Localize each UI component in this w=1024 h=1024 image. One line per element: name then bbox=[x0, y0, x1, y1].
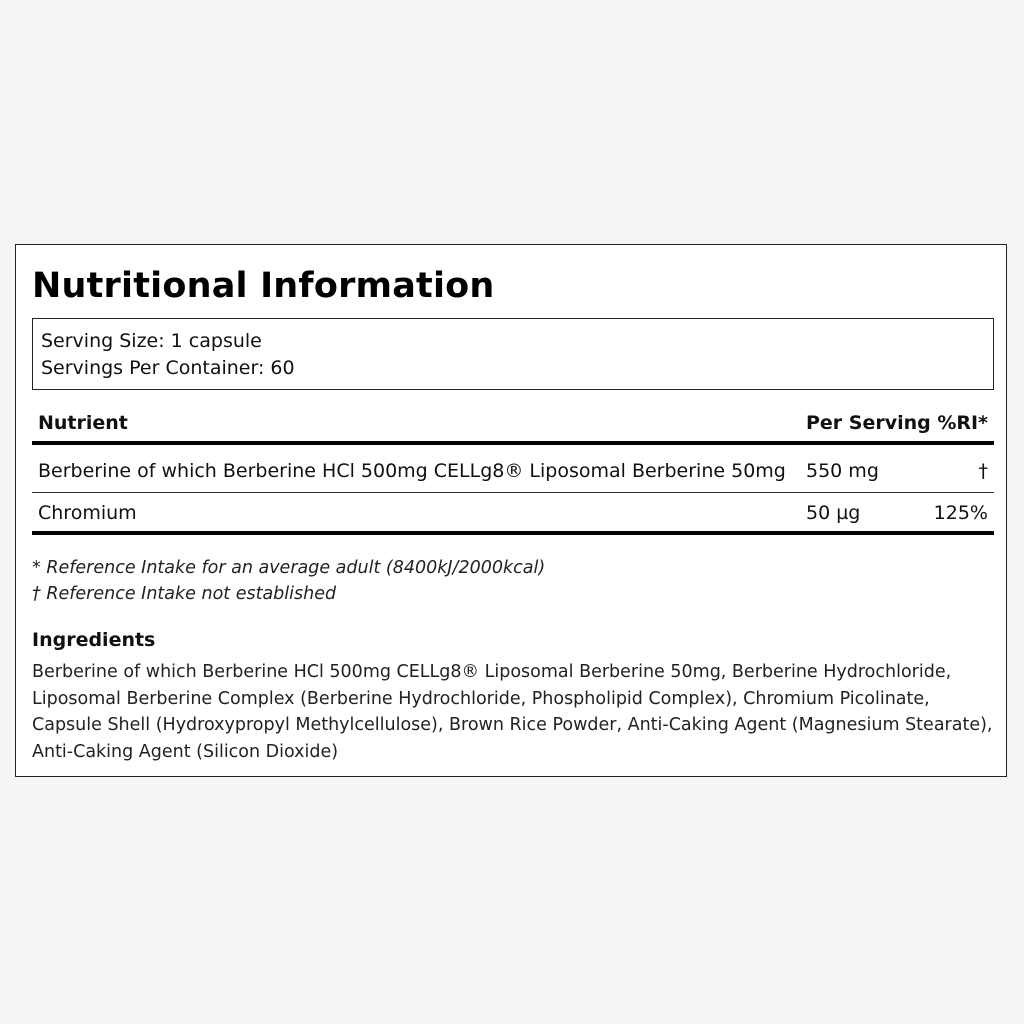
nutrient-ri: 125% bbox=[933, 502, 988, 524]
table-header-row bbox=[32, 405, 994, 445]
nutrient-per-serving: 50 µg bbox=[806, 502, 861, 524]
nutrient-name: Chromium bbox=[38, 502, 137, 524]
page-title: Nutritional Information bbox=[32, 266, 495, 306]
nutrient-per-serving: 550 mg bbox=[806, 460, 879, 482]
nutrition-panel bbox=[15, 244, 1007, 777]
ingredients-line: Liposomal Berberine Complex (Berberine Hydrochloride, Phospholipid Complex), Chromium Picolinate, bbox=[32, 688, 930, 709]
servings-per-container: Servings Per Container: 60 bbox=[41, 357, 295, 379]
footnote-ri-not-established: † Reference Intake not established bbox=[32, 584, 337, 604]
ingredients-line: Anti-Caking Agent (Silicon Dioxide) bbox=[32, 741, 339, 762]
serving-size: Serving Size: 1 capsule bbox=[41, 330, 262, 352]
nutrient-table bbox=[32, 405, 994, 535]
ingredients-text bbox=[32, 659, 998, 765]
table-row bbox=[32, 445, 994, 493]
nutrient-ri: † bbox=[978, 460, 988, 482]
ingredients-line: Berberine of which Berberine HCl 500mg CELLg8® Liposomal Berberine 50mg, Berberine Hydrochloride, bbox=[32, 662, 952, 682]
ingredients-line: Capsule Shell (Hydroxypropyl Methylcellulose), Brown Rice Powder, Anti-Caking Agent (Magnesium Stearate), bbox=[32, 715, 993, 735]
table-row bbox=[32, 493, 994, 535]
ingredients-heading: Ingredients bbox=[32, 629, 156, 651]
footnotes bbox=[32, 555, 545, 607]
header-per-serving: Per Serving bbox=[806, 412, 931, 434]
footnote-ri-adult: * Reference Intake for an average adult (8400kJ/2000kcal) bbox=[32, 558, 546, 578]
nutrient-name: Berberine of which Berberine HCl 500mg CELLg8® Liposomal Berberine 50mg bbox=[38, 460, 786, 482]
header-ri: %RI* bbox=[937, 412, 988, 434]
serving-info-box bbox=[32, 318, 994, 390]
header-nutrient: Nutrient bbox=[38, 412, 128, 434]
